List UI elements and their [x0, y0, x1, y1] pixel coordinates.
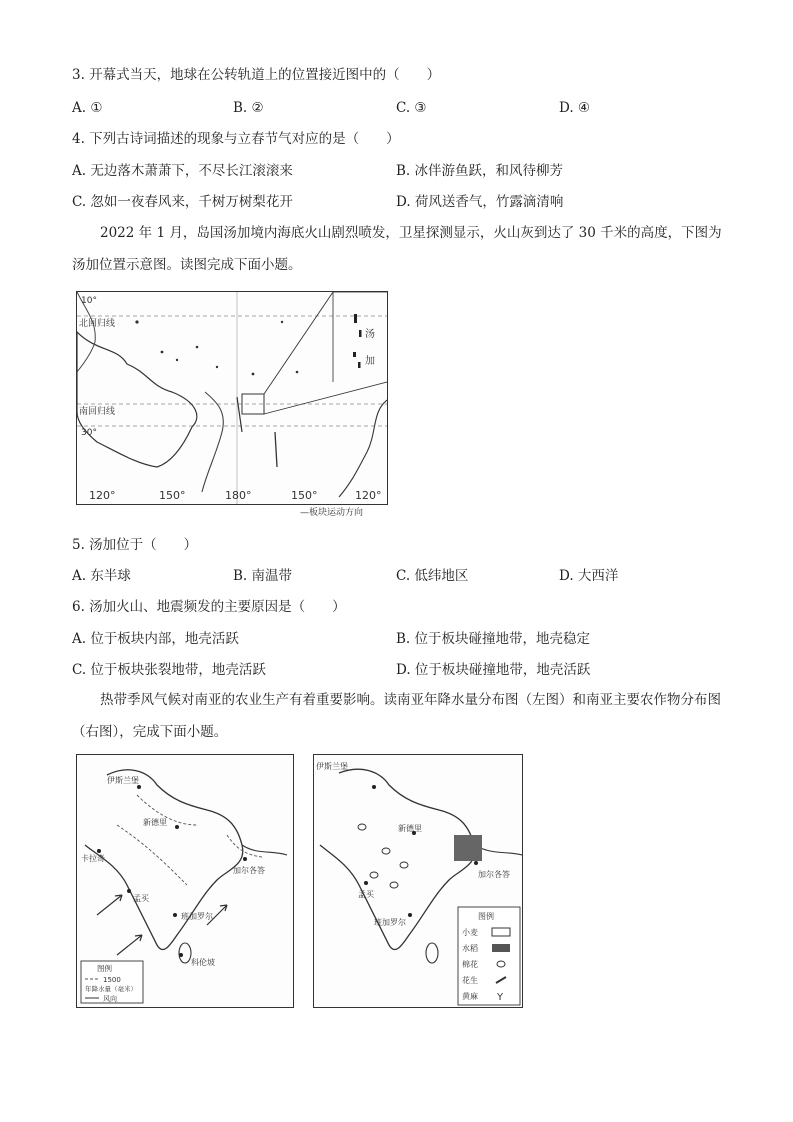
- tonga-label-2: 加: [365, 356, 375, 367]
- q6-option-b: B. 位于板块碰撞地带，地壳稳定: [396, 631, 591, 647]
- city-kolkata-right: 加尔各答: [478, 870, 510, 879]
- city-mumbai-right: 孟买: [358, 890, 374, 899]
- city-islamabad-right: 伊斯兰堡: [316, 762, 348, 771]
- map1-legend: —板块运动方向: [300, 508, 364, 518]
- rainfall-legend-unit: 年降水量（毫米）: [85, 985, 137, 993]
- sri-lanka-outline: [179, 943, 191, 963]
- city-karachi-left: 卡拉奇: [81, 854, 105, 863]
- lon-label-120w: 120°: [355, 489, 382, 502]
- tonga-label-1: 汤: [365, 329, 375, 340]
- lon-label-180: 180°: [225, 489, 252, 502]
- q5-option-c: C. 低纬地区: [396, 568, 469, 584]
- crop-legend-jute: 黄麻: [462, 992, 478, 1001]
- crop-legend-box: [458, 907, 520, 1005]
- crop-legend-cotton: 棉花: [462, 960, 478, 969]
- crop-legend-wheat: 小麦: [462, 928, 478, 937]
- city-kolkata-left: 加尔各答: [233, 866, 265, 875]
- q4-option-b: B. 冰伴游鱼跃，和风待柳芳: [396, 163, 564, 179]
- crop-legend-title: 图例: [478, 912, 494, 921]
- svg-text:Y: Y: [497, 992, 504, 1003]
- question-4-stem: 4. 下列古诗词描述的现象与立春节气对应的是（ ）: [72, 131, 400, 147]
- crop-legend-peanut: 花生: [462, 976, 478, 985]
- q3-option-b: B. ②: [233, 100, 264, 116]
- lon-label-150w: 150°: [291, 489, 318, 502]
- south-asia-crop-map: [313, 754, 523, 1008]
- city-colombo-left: 科伦坡: [191, 958, 215, 967]
- q4-option-c: C. 忽如一夜春风来，千树万树梨花开: [72, 194, 293, 210]
- lon-label-120e: 120°: [89, 489, 116, 502]
- question-3-stem: 3. 开幕式当天，地球在公转轨道上的位置接近图中的（ ）: [72, 67, 441, 83]
- city-newdelhi-left: 新德里: [143, 818, 167, 827]
- tonga-map-svg: [77, 292, 387, 504]
- lat-30-label: 30°: [81, 428, 97, 438]
- q5-option-b: B. 南温带: [233, 568, 293, 584]
- q6-option-a: A. 位于板块内部，地壳活跃: [72, 631, 239, 647]
- q5-option-d: D. 大西洋: [559, 568, 619, 584]
- question-5-stem: 5. 汤加位于（ ）: [72, 537, 198, 553]
- lon-label-150e: 150°: [159, 489, 186, 502]
- rainfall-legend-wind: 风向: [103, 995, 117, 1003]
- q4-option-a: A. 无边落木萧萧下，不尽长江滚滚来: [72, 163, 293, 179]
- q3-option-c: C. ③: [396, 100, 427, 116]
- passage-tonga: 2022 年 1 月，岛国汤加境内海底火山剧烈喷发，卫星探测显示，火山灰到达了 30 千米的高度，下图为汤加位置示意图。读图完成下面小题。: [72, 225, 722, 273]
- rainfall-map-svg: [77, 755, 293, 1007]
- rice-region: [454, 835, 482, 861]
- question-6-stem: 6. 汤加火山、地震频发的主要原因是（ ）: [72, 599, 346, 615]
- tropic-north-label: 北回归线: [79, 319, 116, 329]
- south-asia-rainfall-map: [76, 754, 294, 1008]
- q6-option-c: C. 位于板块张裂地带，地壳活跃: [72, 662, 266, 678]
- q5-option-a: A. 东半球: [72, 568, 131, 584]
- rainfall-legend-isohyet: 1500: [103, 976, 121, 984]
- lat-10-label: 10°: [81, 296, 97, 306]
- crop-map-svg: [314, 755, 522, 1007]
- new-zealand-outline: [202, 392, 223, 492]
- q4-option-d: D. 荷风送香气，竹露滴清响: [396, 194, 564, 210]
- australia-outline: [77, 332, 197, 467]
- city-bangalore-left: 班加罗尔: [181, 912, 213, 921]
- city-mumbai-left: 孟买: [133, 894, 149, 903]
- city-newdelhi-right: 新德里: [398, 824, 422, 833]
- crop-legend-rice: 水稻: [462, 944, 478, 953]
- india-outline: [85, 770, 243, 950]
- city-bangalore-right: 班加罗尔: [374, 918, 406, 927]
- passage-south-asia: 热带季风气候对南亚的农业生产有着重要影响。读南亚年降水量分布图（左图）和南亚主要农作物分布图（右图），完成下面小题。: [72, 692, 721, 740]
- plate-arrow-icon: —: [300, 508, 309, 518]
- tropic-south-label: 南回归线: [79, 407, 116, 417]
- q3-option-d: D. ④: [559, 100, 591, 116]
- sri-lanka-outline-right: [426, 943, 438, 963]
- city-islamabad-left: 伊斯兰堡: [107, 776, 139, 785]
- tonga-location-map: [76, 291, 388, 505]
- q6-option-d: D. 位于板块碰撞地带，地壳活跃: [396, 662, 591, 678]
- q3-option-a: A. ①: [72, 100, 103, 116]
- rainfall-legend-title: 图例: [97, 964, 112, 973]
